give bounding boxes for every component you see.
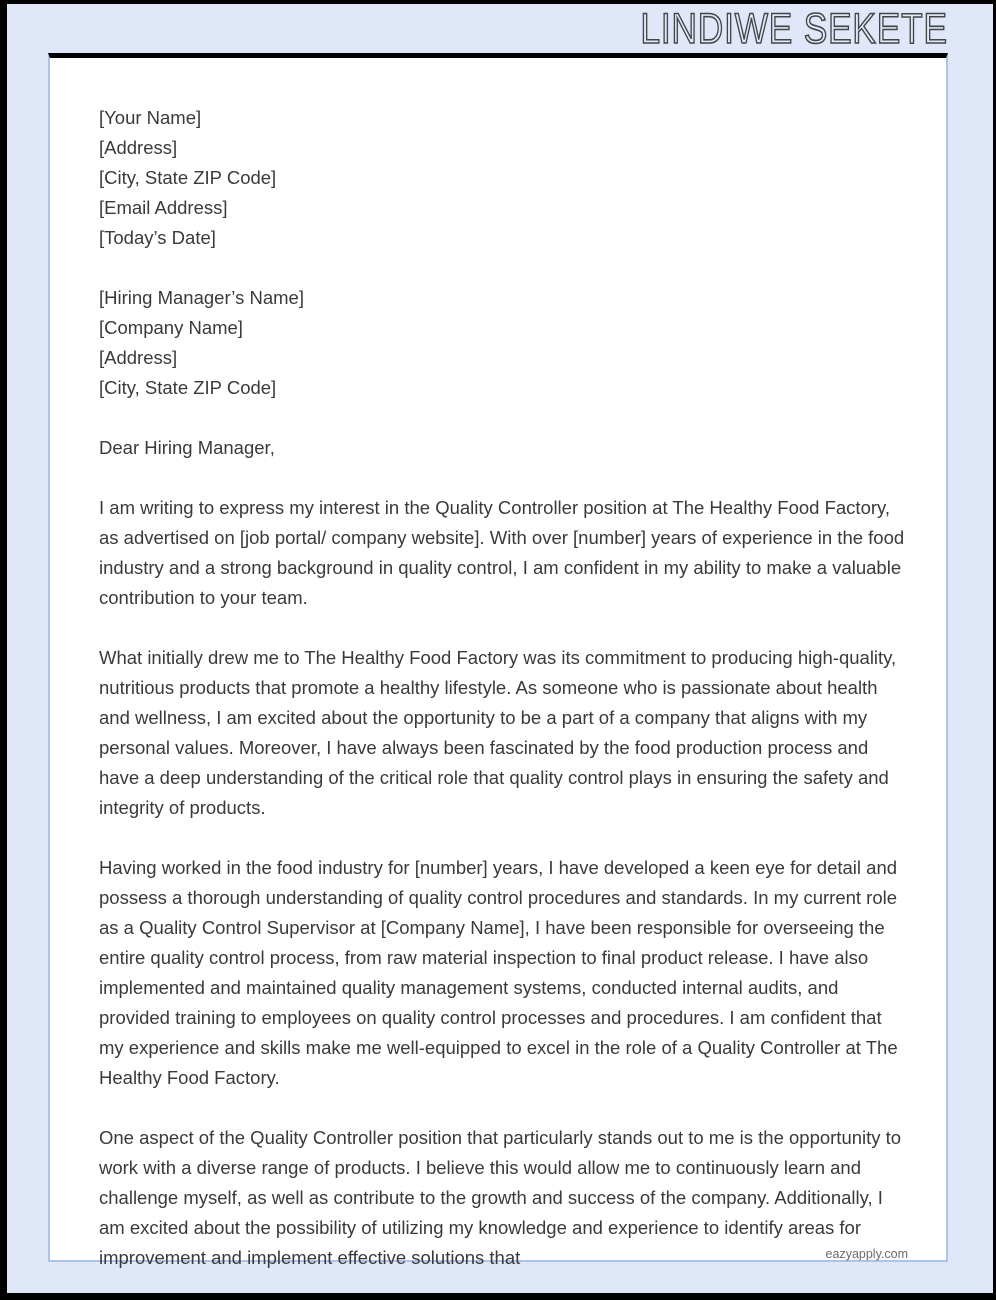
sender-line: [Today’s Date] [99, 227, 216, 248]
salutation: Dear Hiring Manager, [99, 437, 275, 458]
paragraph-3: Having worked in the food industry for [number] years, I have developed a keen eye for detail and possess a thorough understanding of quality control procedures and standards. In my current role as a Quality Control Supervisor at [Company Name], I have been responsible for overseeing the entire quality control process, from raw material inspection to final product release. I have also implemented and maintained quality management systems, conducted internal audits, and provided training to employees on quality control processes and procedures. I am confident that my experience and skills make me well-equipped to excel in the role of a Quality Controller at The Healthy Food Factory. [99, 857, 898, 1088]
paragraph-1: I am writing to express my interest in the Quality Controller position at The Healthy Food Factory, as advertised on [job portal/ company website]. With over [number] years of experience in the food industry and a strong background in quality control, I am confident in my ability to make a valuable contribution to your team. [99, 497, 905, 608]
cover-letter-body [99, 103, 911, 1293]
sender-line: [City, State ZIP Code] [99, 167, 277, 188]
watermark: eazyapply.com [825, 1247, 908, 1261]
sender-line: [Your Name] [99, 107, 202, 128]
recipient-block [99, 283, 911, 403]
recipient-line: [Hiring Manager’s Name] [99, 287, 304, 308]
paragraph-4: One aspect of the Quality Controller position that particularly stands out to me is the opportunity to work with a diverse range of products. I believe this would allow me to continuously learn and challenge myself, as well as contribute to the growth and success of the company. Additionally, I am excited about the possibility of utilizing my knowledge and experience to identify areas for improvement and implement effective solutions that [99, 1127, 902, 1268]
sender-line: [Address] [99, 137, 178, 158]
sender-block [99, 103, 911, 253]
recipient-line: [City, State ZIP Code] [99, 377, 277, 398]
paragraph-2: What initially drew me to The Healthy Food Factory was its commitment to producing high-quality, nutritious products that promote a healthy lifestyle. As someone who is passionate about health and wellness, I am excited about the opportunity to be a part of a company that aligns with my personal values. Moreover, I have always been fascinated by the food production process and have a deep understanding of the critical role that quality control plays in ensuring the safety and integrity of products. [99, 647, 897, 818]
recipient-line: [Address] [99, 347, 178, 368]
page-title: LINDIWE SEKETE [640, 5, 948, 53]
letter-canvas [7, 4, 993, 1293]
sender-line: [Email Address] [99, 197, 228, 218]
recipient-line: [Company Name] [99, 317, 243, 338]
